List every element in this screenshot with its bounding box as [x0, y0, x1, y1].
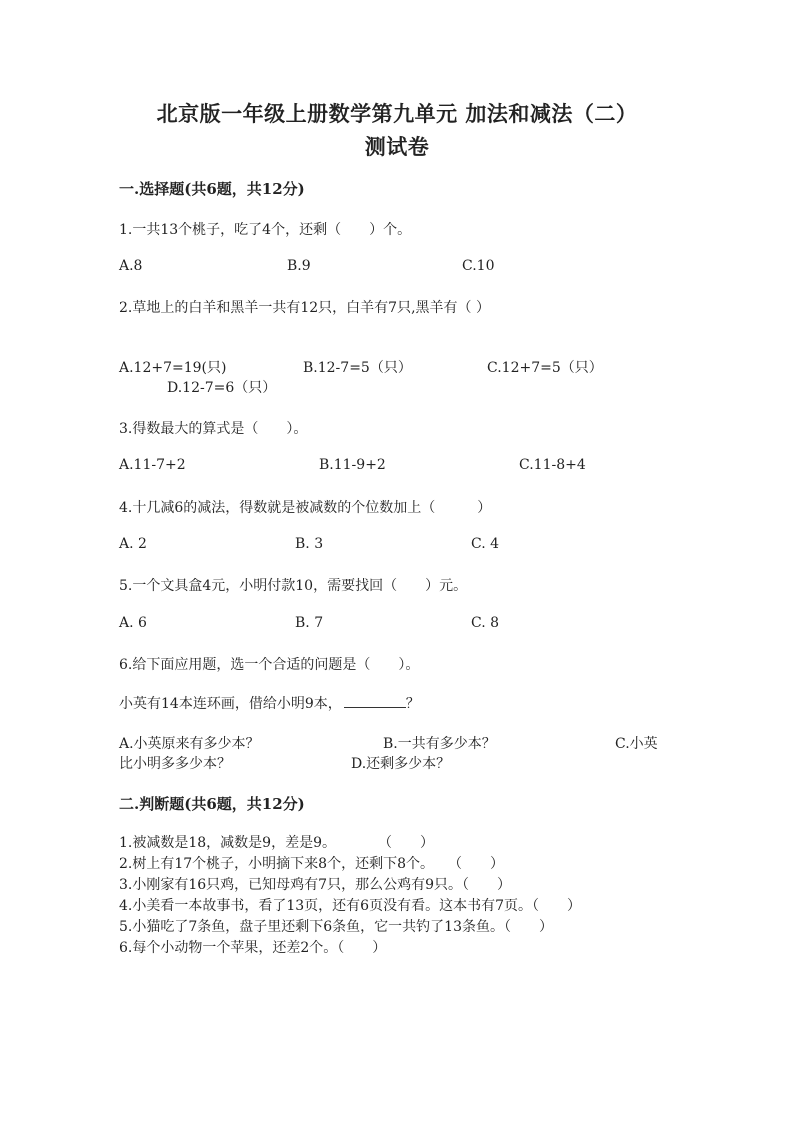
judgment-item: 4.小美看一本故事书，看了13页，还有6页没有看。这本书有7页。（ ）	[119, 898, 581, 914]
judgment-item: 5.小猫吃了7条鱼，盘子里还剩下6条鱼，它一共钓了13条鱼。（ ）	[119, 919, 553, 935]
question-sub-prefix: 小英有14本连环画，借给小明9本，	[119, 696, 342, 712]
judgment-item: 2.树上有17个桃子，小明摘下来8个，还剩下8个。 （ ）	[119, 856, 504, 872]
judgment-item: 1.被减数是18，减数是9，差是9。 （ ）	[119, 835, 434, 851]
option-c: C.小英	[615, 736, 658, 752]
option-c: C.10	[462, 258, 495, 274]
answer-blank	[344, 693, 406, 708]
option-b: B. 7	[295, 615, 324, 631]
question-stem: 2.草地上的白羊和黑羊一共有12只，白羊有7只,黑羊有（ ）	[119, 300, 490, 316]
option-b: B. 3	[295, 536, 324, 552]
option-c: C. 4	[471, 536, 500, 552]
option-a: A.8	[119, 258, 143, 274]
question-sub-text	[119, 693, 420, 713]
option-b: B.9	[287, 258, 311, 274]
option-a: A.12+7=19(只)	[119, 360, 227, 376]
option-a: A. 2	[119, 536, 147, 552]
option-d: D.还剩多少本？	[351, 756, 451, 772]
question-stem: 4.十几减6的减法，得数就是被减数的个位数加上（ ）	[119, 500, 492, 516]
option-c: C.11-8+4	[519, 457, 586, 473]
question-stem: 1.一共13个桃子，吃了4个，还剩（ ）个。	[119, 222, 412, 238]
option-b: B.一共有多少本？	[383, 736, 496, 752]
option-a: A.11-7+2	[119, 457, 186, 473]
option-b: B.12-7=5（只）	[303, 360, 412, 376]
option-c: C. 8	[471, 615, 500, 631]
judgment-item: 6.每个小动物一个苹果，还差2个。（ ）	[119, 940, 387, 956]
option-c-continued: 比小明多多少本？	[119, 756, 231, 772]
option-a: A.小英原来有多少本？	[119, 736, 260, 752]
option-a: A. 6	[119, 615, 147, 631]
page-title: 北京版一年级上册数学第九单元 加法和减法（二）	[156, 101, 638, 126]
judgment-item: 3.小刚家有16只鸡，已知母鸡有7只，那么公鸡有9只。（ ）	[119, 877, 511, 893]
question-stem: 3.得数最大的算式是（ ）。	[119, 421, 308, 437]
question-stem: 5.一个文具盒4元，小明付款10，需要找回（ ）元。	[119, 578, 468, 594]
question-sub-suffix: ？	[405, 696, 420, 712]
option-c: C.12+7=5（只）	[487, 360, 603, 376]
option-b: B.11-9+2	[319, 457, 386, 473]
page-subtitle: 测试卷	[364, 134, 430, 159]
section-heading-choice: 一.选择题(共6题，共12分)	[119, 180, 305, 198]
option-d: D.12-7=6（只）	[167, 380, 277, 396]
question-stem: 6.给下面应用题，选一个合适的问题是（ ）。	[119, 657, 420, 673]
section-heading-judgment: 二.判断题(共6题，共12分)	[119, 795, 305, 813]
